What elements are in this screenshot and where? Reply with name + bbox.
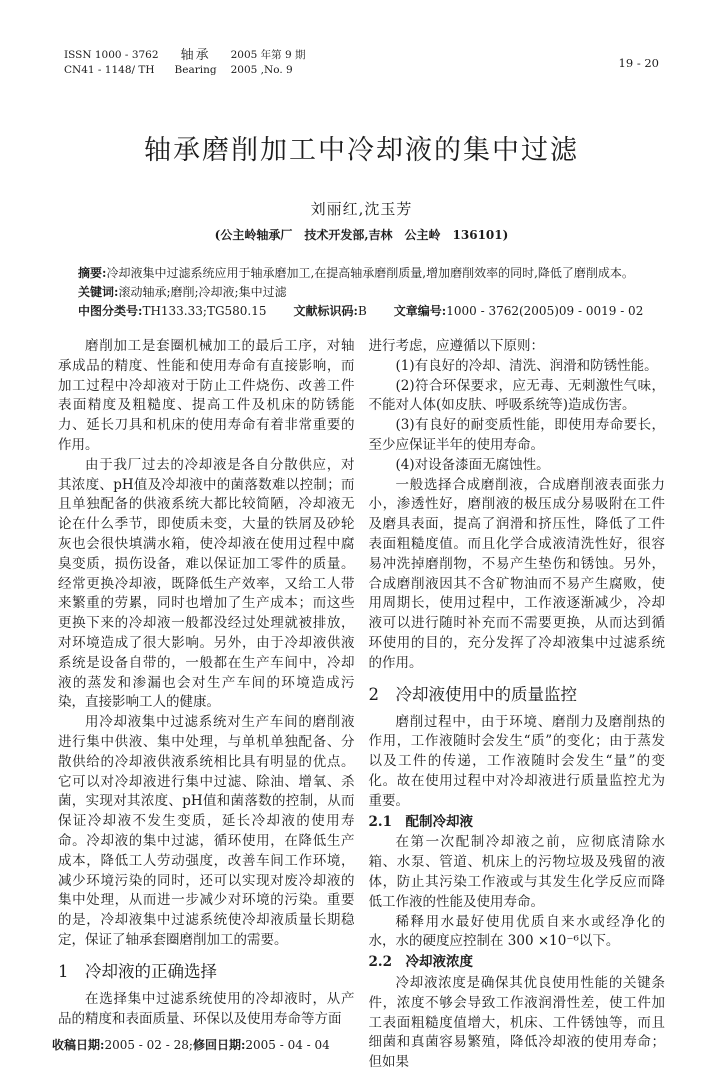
subsection-heading: 2.1 配制冷却液: [368, 813, 473, 830]
body-paragraph: (2)符合环保要求，应无毒、无刺激性气味，不能对人体(如皮肤、呼吸系统等)造成伤害。: [368, 377, 665, 414]
affiliation: (公主岭轴承厂 技术开发部,吉林 公主岭 136101): [214, 228, 509, 242]
body-paragraph: (4)对设备漆面无腐蚀性。: [395, 456, 550, 473]
received-label: 收稿日期:: [52, 1038, 105, 1052]
journal-name-block: [175, 48, 217, 78]
keywords-label: 关键词:: [78, 285, 119, 299]
article-title: 轴承磨削加工中冷却液的集中过滤: [144, 135, 579, 166]
abstract-text: 冷却液集中过滤系统应用于轴承磨加工,在提高轴承磨削质量,增加磨削效率的同时,降低了磨削成本。: [106, 266, 634, 280]
body-columns: [58, 337, 665, 1073]
cn-number: CN41 - 1148/ TH: [64, 64, 155, 76]
article-id-label: 文章编号:: [393, 304, 447, 318]
doc-code-label: 文献标识码:: [293, 304, 358, 318]
issue-block: [231, 48, 306, 78]
right-column: [369, 337, 666, 1073]
article-id-value: 1000 - 3762(2005)09 - 0019 - 02: [446, 304, 644, 318]
body-paragraph: 冷却液浓度是确保其优良使用性能的关键条件，浓度不够会导致工作液润滑性差，使工件加工表面粗糙度值增大，机床、工件锈蚀等，而且细菌和真菌容易繁殖，降低冷却液的使用寿命；但如果: [368, 974, 665, 1071]
body-paragraph: 用冷却液集中过滤系统对生产车间的磨削液进行集中供液、集中处理，与单机单独配备、分散供给的冷却液供液系统相比具有明显的优点。它可以对冷却液进行集中过滤、除油、增氧、杀菌，实现对其浓度、pH值和菌落数的控制，从而保证冷却液不发生变质，延长冷却液的使用寿命。冷却液的集中过滤，循环使用，在降低生产成本，降低工人劳动强度，改善车间工作环境，减少环境污染的同时，还可以实现对废冷却液的集中处理，从而进一步减少对环境的污染。重要的是，冷却液集中过滤系统使冷却液质量长期稳定，保证了轴承套圈磨削加工的需要。: [58, 714, 355, 948]
classification-line: [78, 302, 645, 321]
body-paragraph: 磨削过程中，由于环境、磨削力及磨削热的作用，工作液随时会发生“质”的变化；由于蒸发以及工件的传递，工作液随时会发生“量”的变化。故在使用过程中对冷却液进行质量监控尤为重要。: [368, 713, 665, 809]
body-paragraph: 稀释用水最好使用优质自来水或经净化的水，水的硬度应控制在 300 ×10⁻⁶以下。: [368, 913, 665, 950]
journal-header: [58, 48, 665, 78]
body-paragraph: 一般选择合成磨削液，合成磨削液表面张力小，渗透性好，磨削液的极压成分易吸附在工件及磨具表面，提高了润滑和挤压性，降低了工件表面粗糙度值。而且化学合成液清洗性好，很容易冲洗掉磨削物，不易产生垫伤和锈蚀。另外，合成磨削液因其不含矿物油而不易产生腐败，使用周期长，使用过程中，工作液逐渐减少，冷却液可以进行随时补充而不需要更换，从而达到循环使用的目的，充分发挥了冷却液集中过滤系统的作用。: [368, 476, 665, 671]
issn-number: ISSN 1000 - 3762: [64, 49, 159, 61]
journal-name-en: Bearing: [174, 64, 217, 76]
keywords-text: 滚动轴承;磨削;冷却液;集中过滤: [118, 285, 287, 299]
page-range: 19 - 20: [618, 55, 659, 70]
body-paragraph: 在第一次配制冷却液之前，应彻底清除水箱、水泵、管道、机床上的污物垃圾及残留的液体，防止其污染工作液或与其发生化学反应而降低工作液的性能及使用寿命。: [368, 834, 665, 910]
doc-code-value: B: [357, 304, 367, 318]
issue-cn: 2005 年第 9 期: [230, 49, 306, 61]
section-heading: 1 冷却液的正确选择: [58, 961, 217, 981]
body-paragraph: 磨削加工是套圈机械加工的最后工序，对轴承成品的精度、性能和使用寿命有直接影响，而加工过程中冷却液对于防止工件烧伤、改善工件表面精度及粗糙度、提高工件及机床的防锈能力、延长刀具和机床的使用寿命有着非常重要的作用。: [58, 338, 355, 453]
abstract-label: 摘要:: [78, 266, 107, 280]
keywords-line: [78, 283, 645, 302]
clc-value: TH133.33;TG580.15: [142, 304, 267, 318]
abstract-line: [78, 264, 645, 283]
authors: 刘丽红,沈玉芳: [310, 200, 413, 218]
revised-date: 2005 - 04 - 04: [245, 1038, 330, 1052]
left-column: [58, 337, 355, 1073]
clc-label: 中图分类号:: [78, 304, 143, 318]
subsection-heading: 2.2 冷却液浓度: [368, 954, 473, 971]
article-meta: [78, 264, 645, 321]
journal-name-cn: 轴承: [180, 48, 211, 63]
issn-block: [64, 48, 159, 78]
body-paragraph: (1)有良好的冷却、清洗、润滑和防锈性能。: [395, 357, 658, 374]
body-paragraph: 在选择集中过滤系统使用的冷却液时，从产品的精度和表面质量、环保以及使用寿命等方面: [58, 990, 355, 1027]
body-paragraph: (3)有良好的耐变质性能，即使用寿命要长，至少应保证半年的使用寿命。: [368, 417, 665, 453]
revised-label: 修回日期:: [192, 1038, 246, 1052]
section-heading: 2 冷却液使用中的质量监控: [368, 684, 577, 704]
received-date: 2005 - 02 - 28;: [104, 1038, 193, 1052]
received-date-note: [52, 1036, 330, 1053]
body-paragraph: 由于我厂过去的冷却液是各自分散供应，对其浓度、pH值及冷却液中的菌落数难以控制；而且单独配备的供液系统大都比较简陋，冷却液无论在什么季节，即使质未变，大量的铁屑及砂轮灰也会很快填满水箱，使冷却液在使用过程中腐臭变质，损伤设备，难以保证加工零件的质量。经常更换冷却液，既降低生产效率，又给工人带来繁重的劳累，同时也增加了生产成本；而这些更换下来的冷却液一般都没经过处理就被排放，对环境造成了很大影响。另外，由于冷却液供液系统是设备自带的，一般都在生产车间中，冷却液的蒸发和渗漏也会对生产车间的环境造成污染，直接影响工人的健康。: [58, 456, 355, 711]
body-paragraph: 进行考虑，应遵循以下原则：: [368, 338, 544, 354]
issue-en: 2005 ,No. 9: [230, 64, 293, 76]
